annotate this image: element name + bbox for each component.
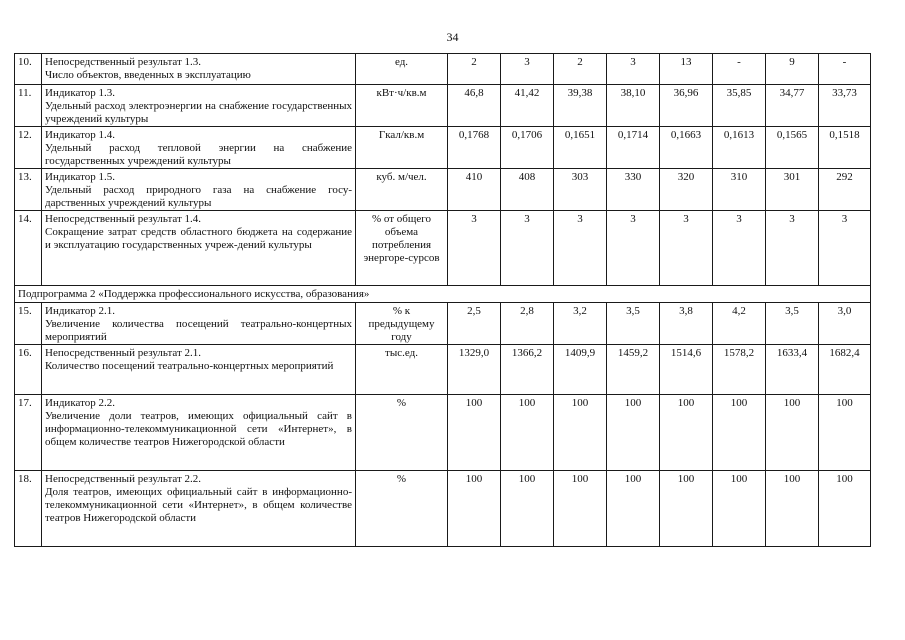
value-cell: 3 bbox=[501, 211, 554, 286]
value-cell: 100 bbox=[501, 395, 554, 471]
subprogram-title: Подпрограмма 2 «Поддержка профессионального искусства, образования» bbox=[15, 286, 871, 303]
value-cell: 0,1663 bbox=[660, 127, 713, 169]
table-row bbox=[15, 211, 871, 286]
value-cell: - bbox=[819, 54, 871, 85]
indicator-cell bbox=[42, 169, 356, 211]
row-number: 14. bbox=[15, 211, 42, 286]
value-cell: 4,2 bbox=[713, 303, 766, 345]
indicator-title: Индикатор 1.5. bbox=[45, 171, 116, 183]
unit-cell: тыс.ед. bbox=[356, 345, 448, 395]
unit-cell: ед. bbox=[356, 54, 448, 85]
value-cell: 303 bbox=[554, 169, 607, 211]
indicator-cell bbox=[42, 395, 356, 471]
unit-cell: % bbox=[356, 471, 448, 547]
indicator-title: Непосредственный результат 2.1. bbox=[45, 347, 202, 359]
value-cell: 100 bbox=[501, 471, 554, 547]
value-cell: 46,8 bbox=[448, 85, 501, 127]
indicator-description: Число объектов, введенных в эксплуатацию bbox=[45, 69, 251, 81]
value-cell: 1459,2 bbox=[607, 345, 660, 395]
value-cell: 1633,4 bbox=[766, 345, 819, 395]
subprogram-row bbox=[15, 286, 871, 303]
row-number: 17. bbox=[15, 395, 42, 471]
value-cell: 2 bbox=[448, 54, 501, 85]
table-row bbox=[15, 395, 871, 471]
unit-cell: кВт·ч/кв.м bbox=[356, 85, 448, 127]
value-cell: 3 bbox=[819, 211, 871, 286]
value-cell: 1578,2 bbox=[713, 345, 766, 395]
table-row bbox=[15, 85, 871, 127]
value-cell: 310 bbox=[713, 169, 766, 211]
unit-cell: % к предыдущему году bbox=[356, 303, 448, 345]
value-cell: 38,10 bbox=[607, 85, 660, 127]
table-row bbox=[15, 54, 871, 85]
page-number: 34 bbox=[446, 30, 459, 44]
indicator-description: Доля театров, имеющих официальный сайт в информационно-телекоммуникационной сети «Интернет», в общем количестве театров Нижегородской области bbox=[45, 486, 352, 524]
indicator-title: Индикатор 2.1. bbox=[45, 305, 116, 317]
value-cell: 100 bbox=[713, 471, 766, 547]
indicators-table bbox=[14, 53, 871, 547]
indicator-description: Увеличение количества посещений театрально-концертных мероприятий bbox=[45, 318, 352, 343]
row-number: 11. bbox=[15, 85, 42, 127]
unit-cell: % bbox=[356, 395, 448, 471]
indicator-description: Удельный расход электроэнергии на снабжение государственных учреждений культуры bbox=[45, 100, 352, 125]
value-cell: 1514,6 bbox=[660, 345, 713, 395]
table-row bbox=[15, 169, 871, 211]
value-cell: 3,5 bbox=[607, 303, 660, 345]
value-cell: 13 bbox=[660, 54, 713, 85]
indicator-title: Индикатор 1.4. bbox=[45, 129, 116, 141]
unit-cell: куб. м/чел. bbox=[356, 169, 448, 211]
indicator-cell bbox=[42, 303, 356, 345]
value-cell: 0,1768 bbox=[448, 127, 501, 169]
indicator-cell bbox=[42, 127, 356, 169]
value-cell: 0,1651 bbox=[554, 127, 607, 169]
value-cell: 3,5 bbox=[766, 303, 819, 345]
table-row bbox=[15, 471, 871, 547]
value-cell: 1329,0 bbox=[448, 345, 501, 395]
value-cell: 100 bbox=[766, 395, 819, 471]
indicator-title: Индикатор 2.2. bbox=[45, 397, 116, 409]
value-cell: 39,38 bbox=[554, 85, 607, 127]
value-cell: 1682,4 bbox=[819, 345, 871, 395]
indicator-cell bbox=[42, 211, 356, 286]
value-cell: 301 bbox=[766, 169, 819, 211]
row-number: 12. bbox=[15, 127, 42, 169]
unit-cell: Гкал/кв.м bbox=[356, 127, 448, 169]
value-cell: 3,0 bbox=[819, 303, 871, 345]
table-row bbox=[15, 127, 871, 169]
value-cell: - bbox=[713, 54, 766, 85]
table-row bbox=[15, 303, 871, 345]
value-cell: 100 bbox=[607, 471, 660, 547]
value-cell: 3 bbox=[448, 211, 501, 286]
value-cell: 100 bbox=[819, 471, 871, 547]
value-cell: 3 bbox=[607, 211, 660, 286]
value-cell: 2,5 bbox=[448, 303, 501, 345]
unit-cell: % от общего объема потребления энергоре-сурсов bbox=[356, 211, 448, 286]
value-cell: 292 bbox=[819, 169, 871, 211]
value-cell: 3,8 bbox=[660, 303, 713, 345]
value-cell: 320 bbox=[660, 169, 713, 211]
indicator-cell bbox=[42, 471, 356, 547]
value-cell: 100 bbox=[766, 471, 819, 547]
value-cell: 408 bbox=[501, 169, 554, 211]
value-cell: 1366,2 bbox=[501, 345, 554, 395]
indicator-title: Индикатор 1.3. bbox=[45, 87, 116, 99]
value-cell: 34,77 bbox=[766, 85, 819, 127]
value-cell: 100 bbox=[660, 395, 713, 471]
value-cell: 35,85 bbox=[713, 85, 766, 127]
value-cell: 36,96 bbox=[660, 85, 713, 127]
value-cell: 0,1518 bbox=[819, 127, 871, 169]
indicator-description: Удельный расход тепловой энергии на снабжение государственных учреждений культуры bbox=[45, 142, 352, 167]
value-cell: 100 bbox=[660, 471, 713, 547]
value-cell: 100 bbox=[713, 395, 766, 471]
value-cell: 3 bbox=[713, 211, 766, 286]
value-cell: 2,8 bbox=[501, 303, 554, 345]
row-number: 16. bbox=[15, 345, 42, 395]
table-row bbox=[15, 345, 871, 395]
value-cell: 0,1714 bbox=[607, 127, 660, 169]
indicator-cell bbox=[42, 345, 356, 395]
value-cell: 9 bbox=[766, 54, 819, 85]
value-cell: 100 bbox=[607, 395, 660, 471]
value-cell: 0,1706 bbox=[501, 127, 554, 169]
indicator-description: Удельный расход природного газа на снабжение госу-дарственных учреждений культуры bbox=[45, 184, 352, 209]
value-cell: 330 bbox=[607, 169, 660, 211]
indicator-description: Увеличение доли театров, имеющих официальный сайт в информационно-телекоммуникационной сети «Интернет», в общем количестве театров Нижегородской области bbox=[45, 410, 352, 448]
row-number: 18. bbox=[15, 471, 42, 547]
value-cell: 41,42 bbox=[501, 85, 554, 127]
value-cell: 410 bbox=[448, 169, 501, 211]
value-cell: 3 bbox=[501, 54, 554, 85]
value-cell: 100 bbox=[554, 471, 607, 547]
indicator-cell bbox=[42, 54, 356, 85]
row-number: 13. bbox=[15, 169, 42, 211]
indicator-cell bbox=[42, 85, 356, 127]
indicator-description: Сокращение затрат средств областного бюджета на содержание и эксплуатацию государственных учреж-дений культуры bbox=[45, 226, 352, 251]
value-cell: 100 bbox=[554, 395, 607, 471]
value-cell: 3 bbox=[607, 54, 660, 85]
value-cell: 100 bbox=[448, 395, 501, 471]
row-number: 15. bbox=[15, 303, 42, 345]
value-cell: 3,2 bbox=[554, 303, 607, 345]
table-body bbox=[15, 54, 871, 547]
indicator-description: Количество посещений театрально-концертных мероприятий bbox=[45, 360, 334, 372]
value-cell: 0,1613 bbox=[713, 127, 766, 169]
indicator-title: Непосредственный результат 2.2. bbox=[45, 473, 202, 485]
value-cell: 3 bbox=[554, 211, 607, 286]
value-cell: 100 bbox=[448, 471, 501, 547]
row-number: 10. bbox=[15, 54, 42, 85]
value-cell: 33,73 bbox=[819, 85, 871, 127]
indicator-title: Непосредственный результат 1.4. bbox=[45, 213, 202, 225]
value-cell: 2 bbox=[554, 54, 607, 85]
value-cell: 100 bbox=[819, 395, 871, 471]
value-cell: 1409,9 bbox=[554, 345, 607, 395]
indicator-title: Непосредственный результат 1.3. bbox=[45, 56, 202, 68]
value-cell: 3 bbox=[660, 211, 713, 286]
value-cell: 3 bbox=[766, 211, 819, 286]
value-cell: 0,1565 bbox=[766, 127, 819, 169]
